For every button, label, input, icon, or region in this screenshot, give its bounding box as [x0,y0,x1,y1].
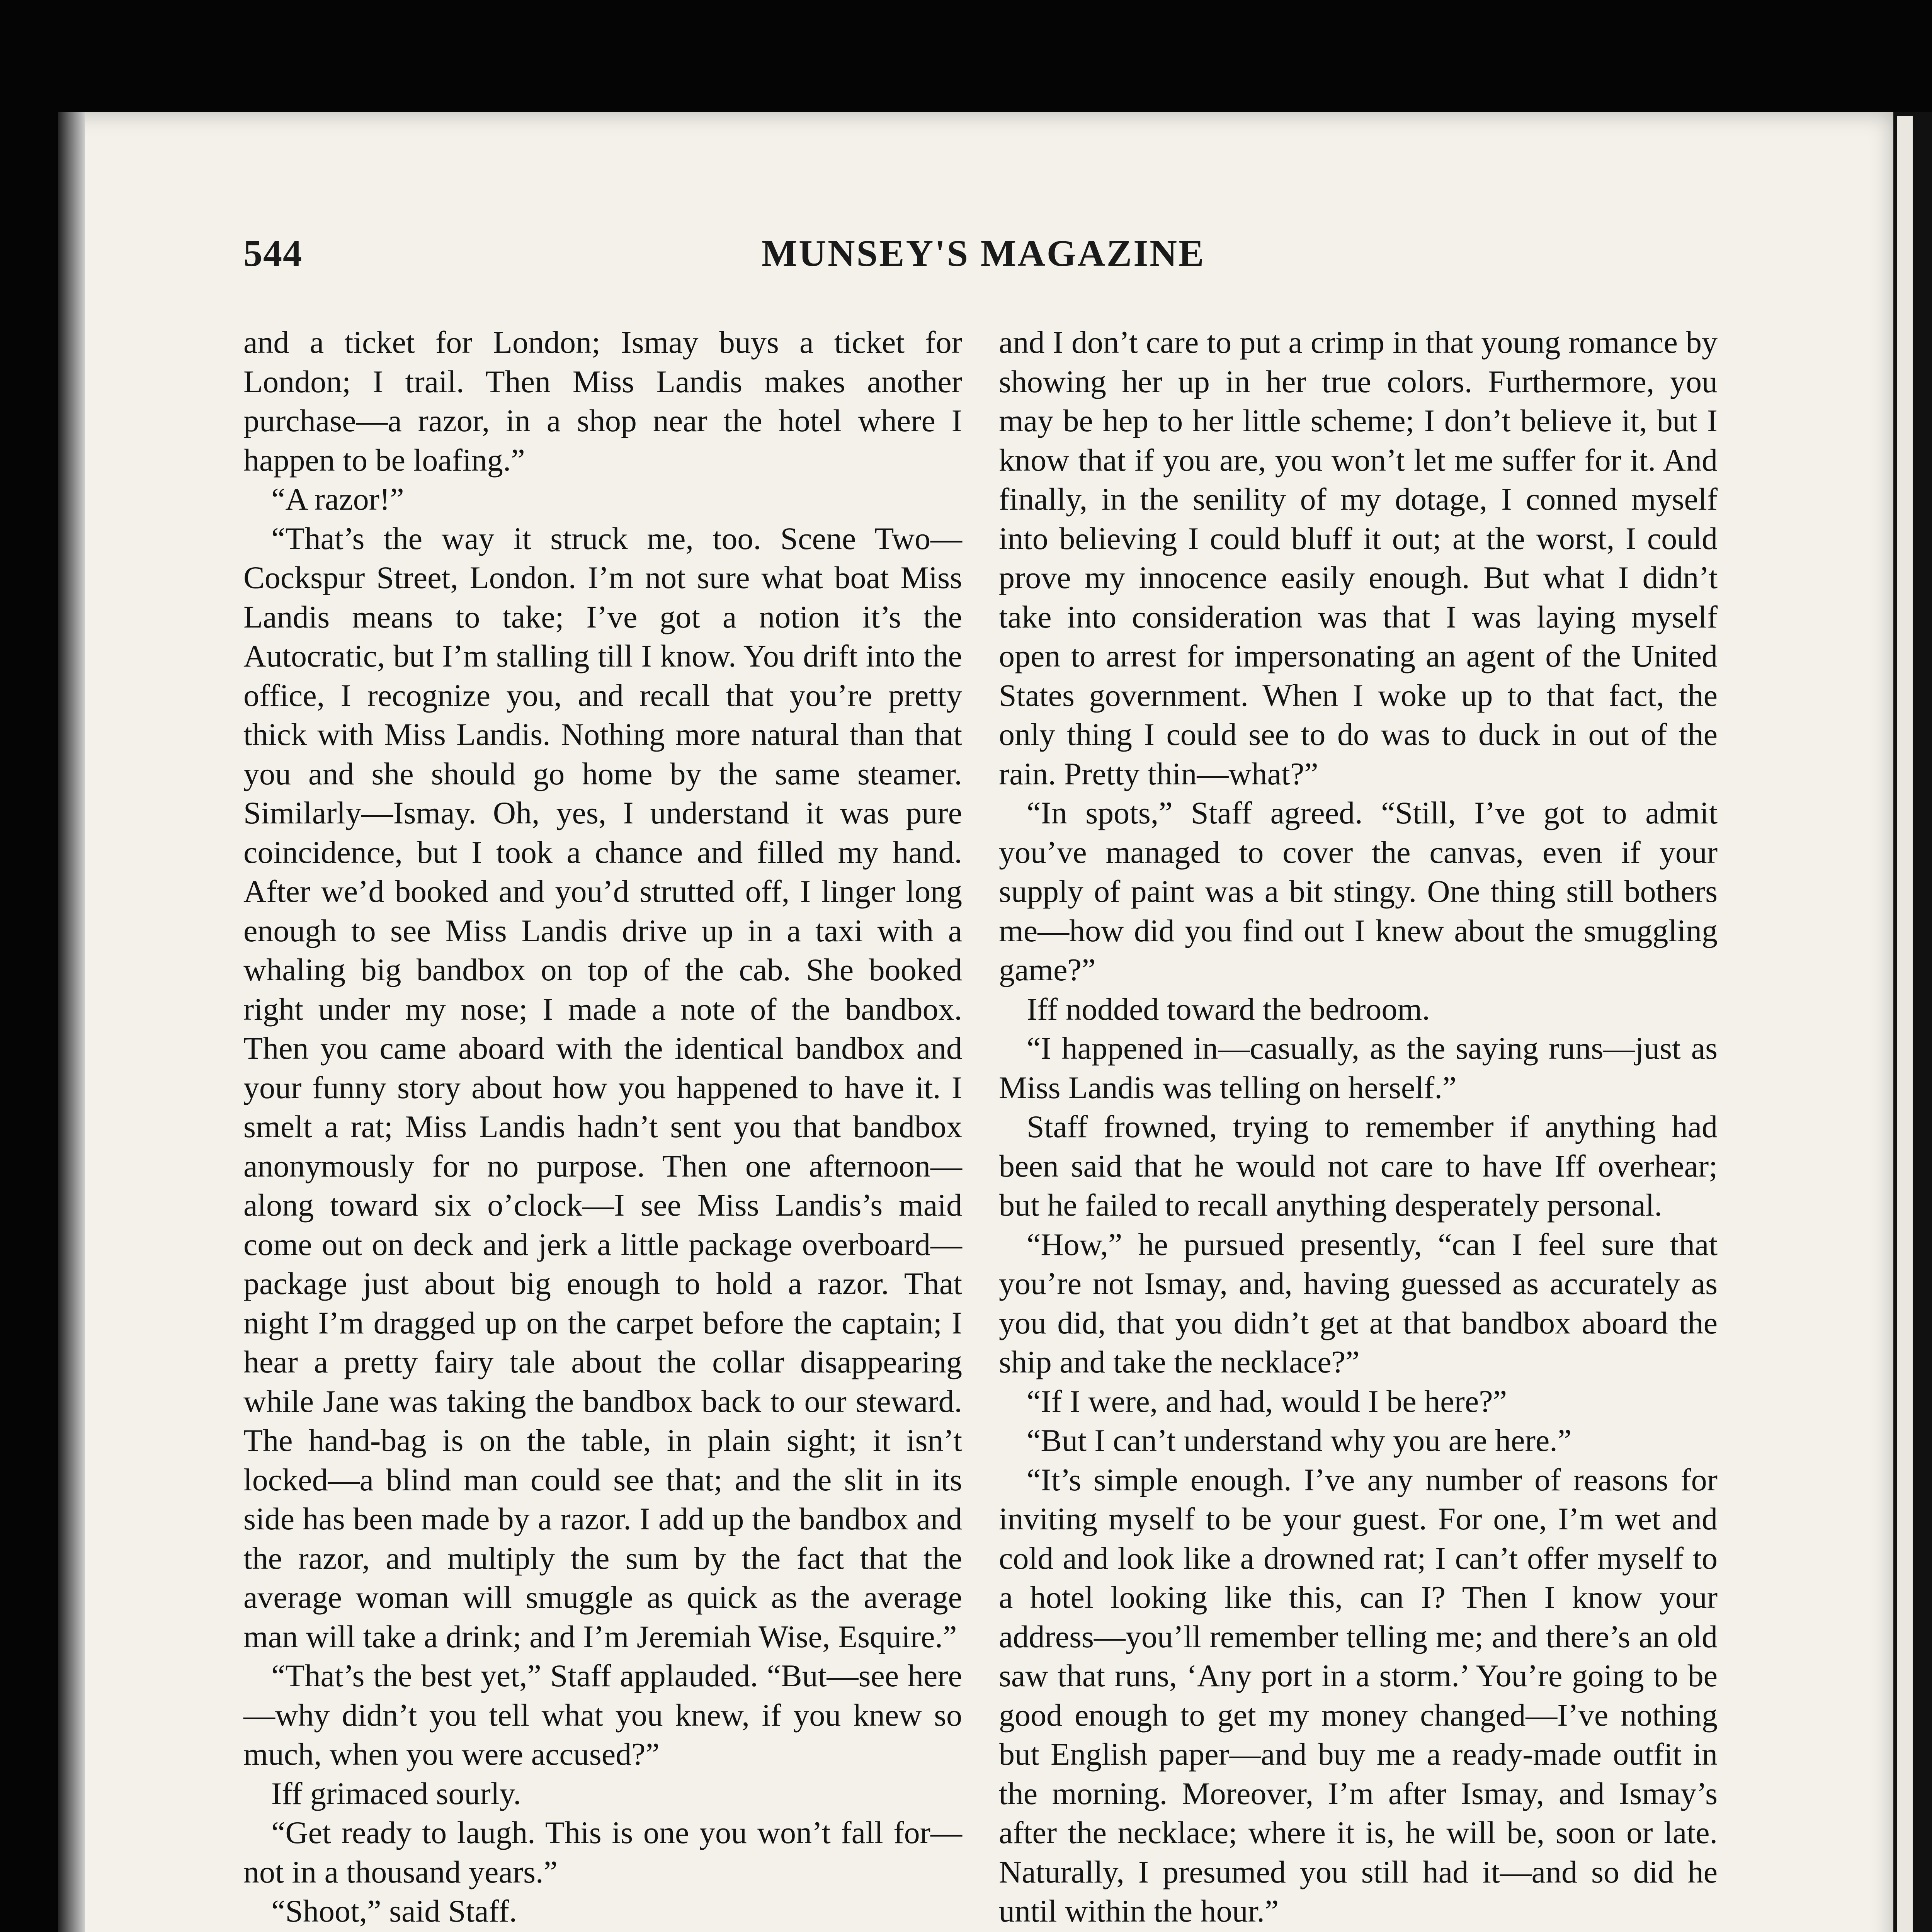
paragraph: Iff nodded toward the bedroom. [1027,991,1430,1027]
paragraph: “That’s the best yet,” Staff applauded. “But—see here—why didn’t you tell what you knew, if you knew so much, when you were accused?” [243,1658,962,1772]
paragraph: Iff grimaced sourly. [271,1776,521,1811]
running-title: MUNSEY'S MAGAZINE [761,233,1206,274]
paragraph: “I happened in—casually, as the saying runs—just as Miss Landis was telling on herself.” [999,1031,1718,1105]
paragraph: “A razor!” [271,481,404,517]
paragraph: “In spots,” Staff agreed. “Still, I’ve got to admit you’ve managed to cover the canvas, even if your supply of paint was a bit stingy. One thing still bothers me—how did you find out I knew about the smuggling game?” [999,795,1718,987]
paragraph: Staff frowned, trying to remember if anything had been said that he would not care to have Iff overhear; but he failed to recall anything desperately personal. [999,1109,1718,1223]
paragraph [999,1931,1718,1932]
paragraph: “It’s simple enough. I’ve any number of reasons for inviting myself to be your guest. For one, I’m wet and cold and look like a drowned rat; I can’t offer myself to a hotel looking like this, can I? Then I know your address—you’ll remember telling me; and there’s an old saw that runs, ‘Any port in a storm.’ You’re going to be good enough to get my money changed—I’ve nothing but English paper—and buy me a ready-made outfit in the morning. Moreover, I’m after Ismay, and Ismay’s after the necklace; where it is, he will be, soon or late. Naturally, I presumed you still had it—and so did he until within the hour.” [999,1462,1718,1929]
page-number: 544 [243,233,303,274]
paragraph: “If I were, and had, would I be here?” [1027,1383,1507,1419]
paragraph: “But I can’t understand why you are here.” [1027,1423,1572,1458]
paragraph: and a ticket for London; Ismay buys a ticket for London; I trail. Then Miss Landis makes another purchase—a razor, in a shop near the hotel where I happen to be loafing.” [243,325,962,478]
paragraph: “Shoot,” said Staff. [271,1893,517,1929]
left-column [243,323,962,1932]
right-column [999,323,1718,1932]
paragraph: “That’s the way it struck me, too. Scene Two—Cockspur Street, London. I’m not sure what boat Miss Landis means to take; I’ve got a notion it’s the Autocratic, but I’m stalling till I know. You drift into the office, I recognize you, and recall that you’re pretty thick with Miss Landis. Nothing more natural than that you and she should go home by the same steamer. Similarly—Ismay. Oh, yes, I understand it was pure coincidence, but I took a chance and filled my hand. After we’d booked and you’d strutted off, I linger long enough to see Miss Landis drive up in a taxi with a whaling big bandbox on top of the cab. She booked right under my nose; I made a note of the bandbox. Then you came aboard with the identical bandbox and your funny story about how you happened to have it. I smelt a rat; Miss Landis hadn’t sent you that bandbox anonymously for no purpose. Then one afternoon—along toward six o’clock—I see Miss Landis’s maid come out on deck and jerk a little package overboard—package just about big enough to hold a razor. That night I’m dragged up on the carpet before the captain; I hear a pretty fairy tale about the collar disappearing while Jane was taking the bandbox back to our steward. The hand-bag is on the table, in plain sight; it isn’t locked—a blind man could see that; and the slit in its side has been made by a razor. I add up the bandbox and the razor, and multiply the sum by the fact that the average woman will smuggle as quick as the average man will take a drink; and I’m Jeremiah Wise, Esquire.” [243,520,962,1654]
page-header [243,232,1723,286]
paragraph: “How,” he pursued presently, “can I feel sure that you’re not Ismay, and, having guessed as accurately as you did, that you didn’t get at that bandbox aboard the ship and take the necklace?” [999,1226,1718,1379]
paragraph: “Get ready to laugh. This is one you won’t fall for—not in a thousand years.” [243,1815,962,1889]
facing-page-strip [1897,116,1913,1932]
paragraph: and I don’t care to put a crimp in that young romance by showing her up in her true colors. Furthermore, you may be hep to her little scheme; I don’t believe it, but I know that if you are, you won’t let me suffer for it. And finally, in the senility of my dotage, I conned myself into believing I could bluff it out; at the worst, I could prove my innocence easily enough. But what I didn’t take into consideration was that I was laying myself open to arrest for impersonating an agent of the United States government. When I woke up to that fact, the only thing I could see to do was to duck in out of the rain. Pretty thin—what?” [999,325,1718,791]
paragraph [243,1931,962,1932]
page-binding-edge [58,112,85,1932]
